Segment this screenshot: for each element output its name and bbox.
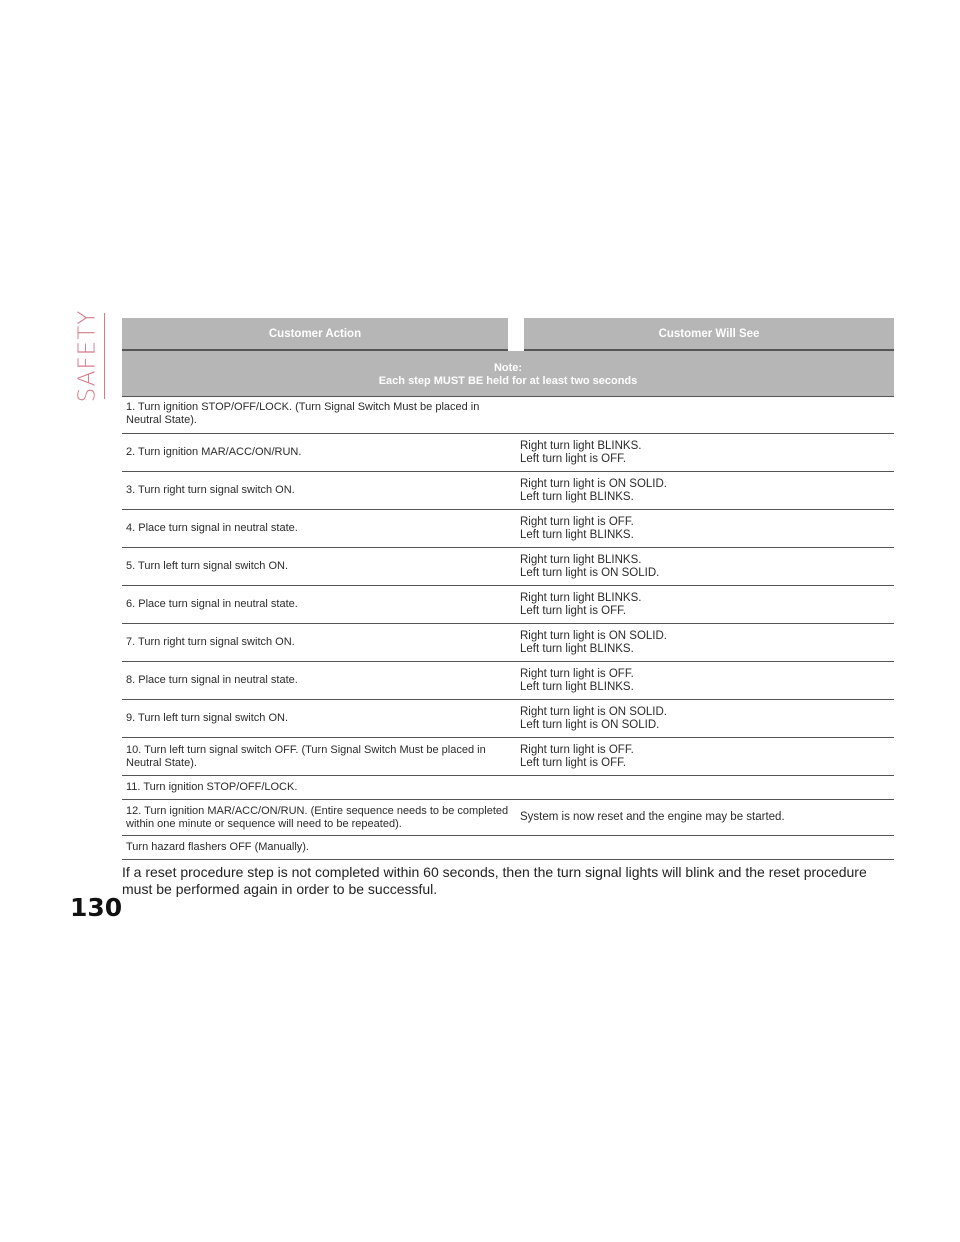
customer-action-cell: Turn hazard flashers OFF (Manually). bbox=[122, 836, 516, 860]
section-divider bbox=[104, 313, 105, 399]
customer-will-see-line: Right turn light is OFF. bbox=[520, 667, 634, 680]
customer-will-see-line: Right turn light is ON SOLID. bbox=[520, 477, 667, 490]
customer-action-cell: 10. Turn left turn signal switch OFF. (Turn Signal Switch Must be placed in Neutral State). bbox=[122, 738, 516, 776]
table-row bbox=[122, 662, 894, 700]
closing-paragraph: If a reset procedure step is not completed within 60 seconds, then the turn signal lights will blink and the reset procedure must be performed again in order to be successful. bbox=[122, 864, 867, 897]
table-row bbox=[122, 836, 894, 860]
customer-action-cell: 9. Turn left turn signal switch ON. bbox=[122, 700, 516, 738]
table-row bbox=[122, 586, 894, 624]
customer-will-see-cell bbox=[516, 548, 894, 586]
customer-will-see-line: Right turn light BLINKS. bbox=[520, 591, 642, 604]
customer-will-see-line: Left turn light is OFF. bbox=[520, 756, 627, 769]
customer-will-see-line: Left turn light BLINKS. bbox=[520, 642, 634, 655]
table-row bbox=[122, 700, 894, 738]
table-header-row bbox=[122, 318, 894, 350]
note-cell bbox=[122, 350, 894, 397]
customer-action-cell: 12. Turn ignition MAR/ACC/ON/RUN. (Entire sequence needs to be completed within one minute or sequence will need to be repeated). bbox=[122, 800, 516, 836]
section-label bbox=[72, 309, 102, 403]
reset-procedure-table bbox=[122, 318, 894, 860]
customer-action-cell: 1. Turn ignition STOP/OFF/LOCK. (Turn Signal Switch Must be placed in Neutral State). bbox=[122, 397, 516, 434]
header-customer-will-see: Customer Will See bbox=[516, 318, 894, 350]
section-label-text: SAFETY bbox=[74, 309, 100, 403]
table-row bbox=[122, 800, 894, 836]
table-row bbox=[122, 397, 894, 434]
customer-will-see-cell bbox=[516, 836, 894, 860]
customer-will-see-line: Left turn light BLINKS. bbox=[520, 490, 634, 503]
note-title: Note: bbox=[493, 361, 523, 374]
table-row bbox=[122, 434, 894, 472]
note-text: Each step MUST BE held for at least two seconds bbox=[378, 374, 638, 387]
customer-will-see-line: Left turn light BLINKS. bbox=[520, 528, 634, 541]
customer-will-see-line: Right turn light is OFF. bbox=[520, 743, 634, 756]
customer-action-cell: 7. Turn right turn signal switch ON. bbox=[122, 624, 516, 662]
table-row bbox=[122, 472, 894, 510]
customer-will-see-cell bbox=[516, 776, 894, 800]
customer-will-see-cell bbox=[516, 434, 894, 472]
customer-will-see-line: Left turn light is ON SOLID. bbox=[520, 566, 660, 579]
header-customer-action: Customer Action bbox=[122, 318, 516, 350]
customer-will-see-cell bbox=[516, 662, 894, 700]
customer-will-see-cell bbox=[516, 586, 894, 624]
customer-will-see-line: Right turn light is ON SOLID. bbox=[520, 629, 667, 642]
customer-action-cell: 5. Turn left turn signal switch ON. bbox=[122, 548, 516, 586]
customer-action-cell: 4. Place turn signal in neutral state. bbox=[122, 510, 516, 548]
table-row bbox=[122, 738, 894, 776]
customer-will-see-line: Left turn light is ON SOLID. bbox=[520, 718, 660, 731]
customer-action-cell: 3. Turn right turn signal switch ON. bbox=[122, 472, 516, 510]
customer-action-cell: 2. Turn ignition MAR/ACC/ON/RUN. bbox=[122, 434, 516, 472]
table-row bbox=[122, 510, 894, 548]
table-row bbox=[122, 624, 894, 662]
customer-will-see-cell bbox=[516, 624, 894, 662]
customer-will-see-line: Right turn light BLINKS. bbox=[520, 439, 642, 452]
customer-will-see-line: Right turn light is ON SOLID. bbox=[520, 705, 667, 718]
customer-will-see-line: Left turn light is OFF. bbox=[520, 604, 627, 617]
table-row bbox=[122, 776, 894, 800]
customer-will-see-line: Left turn light is OFF. bbox=[520, 452, 627, 465]
customer-will-see-line: Right turn light is OFF. bbox=[520, 515, 634, 528]
customer-action-cell: 6. Place turn signal in neutral state. bbox=[122, 586, 516, 624]
customer-action-cell: 8. Place turn signal in neutral state. bbox=[122, 662, 516, 700]
customer-action-cell: 11. Turn ignition STOP/OFF/LOCK. bbox=[122, 776, 516, 800]
table-row bbox=[122, 548, 894, 586]
customer-will-see-cell bbox=[516, 800, 894, 836]
customer-will-see-cell bbox=[516, 700, 894, 738]
customer-will-see-cell bbox=[516, 738, 894, 776]
customer-will-see-cell bbox=[516, 510, 894, 548]
customer-will-see-cell bbox=[516, 472, 894, 510]
customer-will-see-cell bbox=[516, 397, 894, 434]
note-row bbox=[122, 350, 894, 397]
page-number: 130 bbox=[70, 893, 123, 922]
customer-will-see-line: System is now reset and the engine may be started. bbox=[520, 811, 785, 823]
reset-procedure-table-container bbox=[122, 318, 894, 860]
customer-will-see-line: Left turn light BLINKS. bbox=[520, 680, 634, 693]
customer-will-see-line: Right turn light BLINKS. bbox=[520, 553, 642, 566]
